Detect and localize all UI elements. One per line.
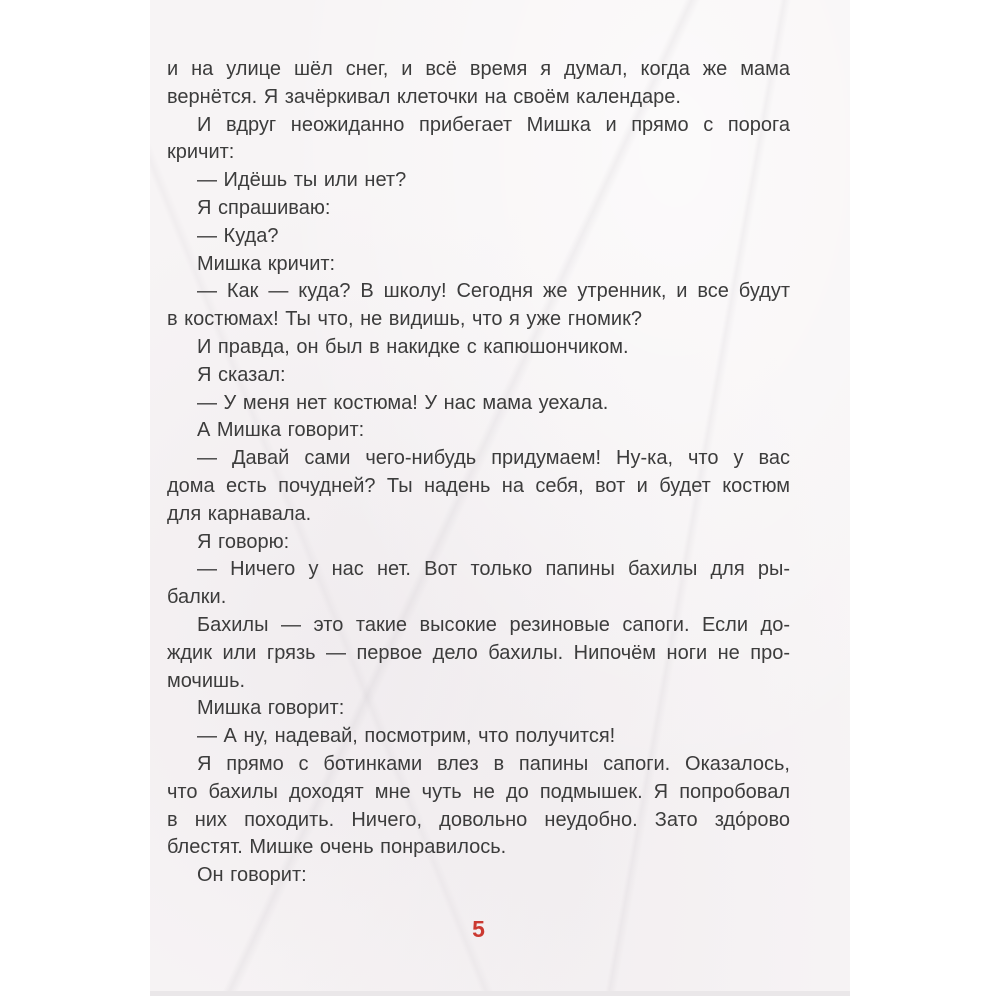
- text-line: — У меня нет костюма! У нас мама уехала.: [197, 391, 609, 414]
- text-line: ждик или грязь — первое дело бахилы. Нипочём ноги не про-: [167, 641, 790, 664]
- text-line: И правда, он был в накидке с капюшончиком.: [197, 335, 629, 358]
- text-line: кричит:: [167, 141, 235, 164]
- text-line: дома есть почудней? Ты надень на себя, вот и будет костюм: [167, 474, 790, 497]
- text-line: в костюмах! Ты что, не видишь, что я уже гномик?: [167, 308, 642, 331]
- text-line: Я говорю:: [197, 530, 290, 553]
- text-line: балки.: [167, 586, 227, 609]
- text-line: Мишка говорит:: [197, 697, 345, 720]
- text-line: мочишь.: [167, 669, 246, 692]
- text-line: Я сказал:: [197, 363, 286, 386]
- text-line: Я прямо с ботинками влез в папины сапоги. Оказалось,: [197, 752, 790, 775]
- text-line: — Куда?: [197, 224, 279, 247]
- text-line: — Идёшь ты или нет?: [197, 169, 407, 192]
- text-line: — Ничего у нас нет. Вот только папины бахилы для ры-: [197, 558, 790, 581]
- text-line: для карнавала.: [167, 502, 312, 525]
- text-line: Бахилы — это такие высокие резиновые сапоги. Если до-: [197, 613, 790, 636]
- text-line: в них походить. Ничего, довольно неудобно. Зато здо́рово: [167, 808, 790, 831]
- text-line: И вдруг неожиданно прибегает Мишка и прямо с порога: [197, 113, 790, 136]
- text-line: блестят. Мишке очень понравилось.: [167, 836, 507, 859]
- text-block: [167, 56, 790, 890]
- text-line: вернётся. Я зачёркивал клеточки на своём календаре.: [167, 85, 681, 108]
- book-page-scan: [150, 0, 850, 996]
- text-line: А Мишка говорит:: [197, 419, 365, 442]
- text-line: — Как — куда? В школу! Сегодня же утренник, и все будут: [197, 280, 790, 303]
- text-line: Он говорит:: [197, 864, 307, 887]
- text-line: и на улице шёл снег, и всё время я думал, когда же мама: [167, 58, 790, 80]
- text-line: Мишка кричит:: [197, 252, 336, 275]
- page-number: 5: [472, 916, 485, 942]
- text-line: — А ну, надевай, посмотрим, что получится!: [197, 725, 616, 748]
- text-line: — Давай сами чего-нибудь придумаем! Ну-ка, что у вас: [197, 447, 790, 470]
- text-line: что бахилы доходят мне чуть не до подмышек. Я попробовал: [167, 780, 790, 803]
- text-line: Я спрашиваю:: [197, 196, 331, 219]
